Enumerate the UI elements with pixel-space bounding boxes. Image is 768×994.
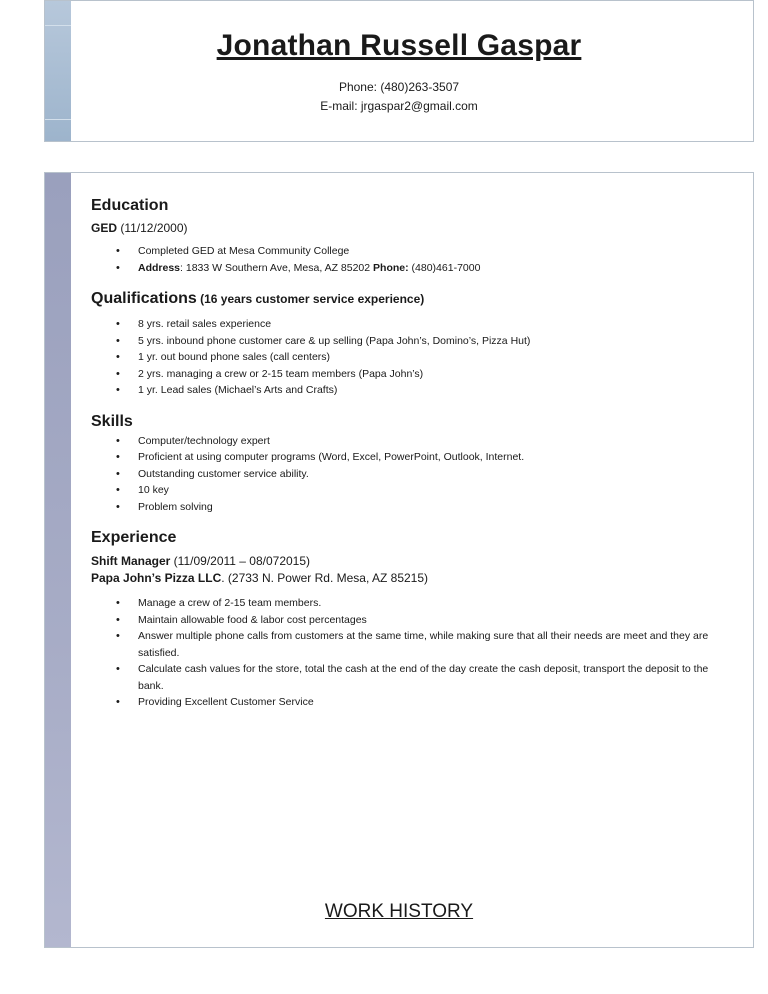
experience-employer <box>91 570 733 587</box>
degree-date: (11/12/2000) <box>117 221 188 235</box>
position-dates: (11/09/2011 – 08/072015) <box>170 554 311 568</box>
list-item: • 10 key <box>138 482 733 499</box>
list-item: • Completed GED at Mesa Community College <box>138 243 733 260</box>
contact-phone: Phone: (480)263-3507 <box>338 80 460 94</box>
qualifications-heading <box>91 290 733 308</box>
list-item: • 1 yr. Lead sales (Michael’s Arts and Crafts) <box>138 382 733 399</box>
list-item: • 5 yrs. inbound phone customer care & up selling (Papa John’s, Domino’s, Pizza Hut) <box>138 333 733 350</box>
list-item: • Calculate cash values for the store, total the cash at the end of the day create the cash deposit, transport the deposit to the bank. <box>138 661 733 694</box>
list-item: • 1 yr. out bound phone sales (call centers) <box>138 349 733 366</box>
candidate-name: Jonathan Russell Gaspar <box>216 29 582 62</box>
list-item: • Answer multiple phone calls from customers at the same time, while making sure that all their needs are meet and they are satisfied. <box>138 628 733 661</box>
employer-label: Papa John’s Pizza LLC <box>91 571 222 585</box>
list-item <box>138 260 733 277</box>
body-sidebar-accent <box>45 173 71 947</box>
school-phone-value: (480)461-7000 <box>408 261 481 274</box>
education-section <box>91 197 733 276</box>
skills-section <box>91 413 733 516</box>
qualifications-section <box>91 290 733 399</box>
position-label: Shift Manager <box>91 554 171 568</box>
list-item: • Outstanding customer service ability. <box>138 466 733 483</box>
degree-label: GED <box>91 221 118 235</box>
qualifications-note: (16 years customer service experience) <box>196 292 425 306</box>
contact-email: E-mail: jrgaspar2@gmail.com <box>320 99 478 113</box>
resume-content <box>91 197 733 725</box>
header-sidebar-accent <box>45 1 71 141</box>
experience-heading: Experience <box>91 529 177 546</box>
list-item: • Computer/technology expert <box>138 433 733 450</box>
employer-address: . (2733 N. Power Rd. Mesa, AZ 85215) <box>221 571 429 585</box>
resume-body-panel <box>44 172 754 948</box>
work-history-heading: WORK HISTORY <box>324 901 474 922</box>
education-list <box>91 243 733 276</box>
header-panel <box>44 0 754 142</box>
list-item: • 8 yrs. retail sales experience <box>138 316 733 333</box>
education-heading: Education <box>91 197 169 214</box>
qualifications-title: Qualifications <box>91 290 197 307</box>
list-item: • Providing Excellent Customer Service <box>138 694 733 711</box>
list-item: • Maintain allowable food & labor cost percentages <box>138 612 733 629</box>
list-item: • 2 yrs. managing a crew or 2-15 team members (Papa John’s) <box>138 366 733 383</box>
skills-list <box>91 433 733 516</box>
address-label: Address <box>138 261 181 274</box>
list-item: • Problem solving <box>138 499 733 516</box>
school-phone-label: Phone: <box>373 261 409 274</box>
experience-section <box>91 529 733 711</box>
skills-heading: Skills <box>91 412 133 430</box>
experience-position <box>91 553 733 570</box>
education-degree <box>91 221 733 235</box>
qualifications-list <box>91 316 733 399</box>
experience-list <box>91 595 733 711</box>
address-value: : 1833 W Southern Ave, Mesa, AZ 85202 <box>180 261 374 274</box>
list-item: • Manage a crew of 2-15 team members. <box>138 595 733 612</box>
list-item: • Proficient at using computer programs (Word, Excel, PowerPoint, Outlook, Internet. <box>138 449 733 466</box>
